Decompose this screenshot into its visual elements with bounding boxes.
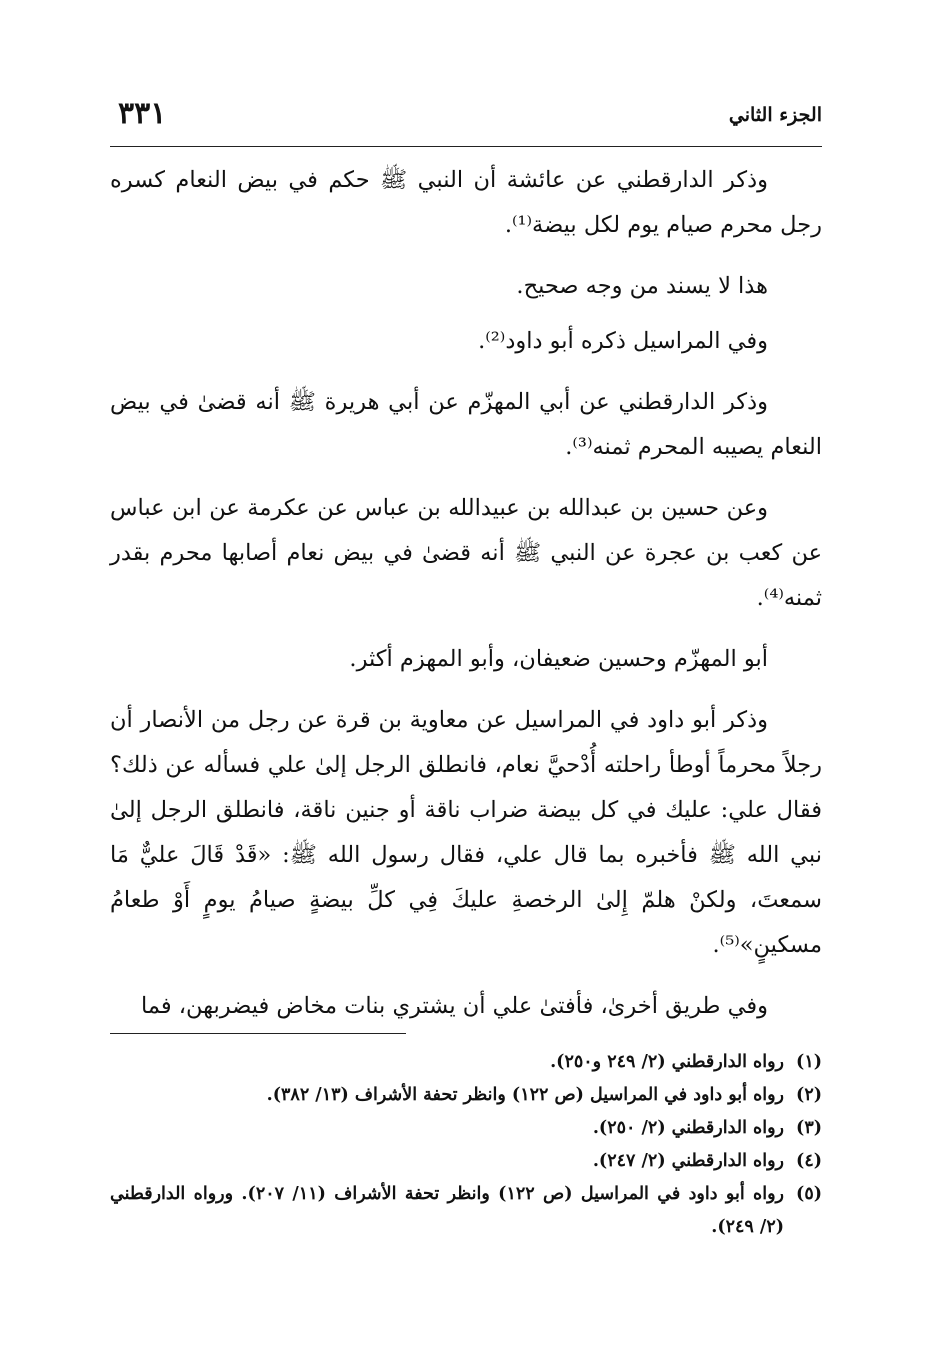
paragraph: وذكر الدارقطني عن أبي المهزّم عن أبي هريرة ﷺ أنه قضىٰ في بيض النعام يصيبه المحرم ثمنه⁽³⁾. xyxy=(110,389,822,460)
running-header xyxy=(110,96,822,136)
footnote-number: (١) xyxy=(796,1052,822,1072)
footnote xyxy=(110,1145,822,1178)
footnote-text: رواه الدارقطني (٢/ ٢٤٩ و٢٥٠). xyxy=(550,1052,784,1072)
header-rule xyxy=(110,146,822,147)
running-title: الجزء الثاني xyxy=(728,104,822,126)
footnotes xyxy=(110,1046,822,1244)
footnote xyxy=(110,1046,822,1079)
footnote-number: (٤) xyxy=(796,1151,822,1171)
footnote-number: (٢) xyxy=(796,1085,822,1105)
paragraph: وذكر أبو داود في المراسيل عن معاوية بن قرة عن رجل من الأنصار أن رجلاً محرماً أوطأ راحلته أُدْحيَّ نعام، فانطلق الرجل إلىٰ علي فسأله عن ذلك؟ فقال علي: عليك في كل بيضة ضراب ناقة أو جنين ناقة، فانطلق الرجل إلىٰ نبي الله ﷺ فأخبره بما قال علي، فقال رسول الله ﷺ: «قَدْ قَالَ عليٌّ مَا سمعتَ، ولكنْ هلمّ إِلىٰ الرخصةِ عليكَ فِي كلِّ بيضةٍ صيامُ يومٍ أَوْ طعامُ مسكينٍ»⁽⁵⁾. xyxy=(110,707,822,958)
book-page xyxy=(110,0,822,1360)
footnote-number: (٣) xyxy=(796,1118,822,1138)
footnote-rule xyxy=(110,1033,406,1034)
footnote-text: رواه الدارقطني (٢/ ٢٥٠). xyxy=(592,1118,784,1138)
footnote-text: رواه أبو داود في المراسيل (ص ١٢٢) وانظر تحفة الأشراف (١٣/ ٣٨٢). xyxy=(266,1085,784,1105)
footnote xyxy=(110,1178,822,1244)
paragraph: وعن حسين بن عبدالله بن عبيدالله بن عباس عن عكرمة عن ابن عباس عن كعب بن عجرة عن النبي ﷺ أنه قضىٰ في بيض نعام أصابها محرم بقدر ثمنه⁽⁴⁾. xyxy=(110,495,822,611)
paragraph: هذا لا يسند من وجه صحيح. xyxy=(516,273,768,299)
paragraph: وفي المراسيل ذكره أبو داود⁽²⁾. xyxy=(478,328,768,354)
footnote-number: (٥) xyxy=(796,1184,822,1204)
paragraph: وذكر الدارقطني عن عائشة أن النبي ﷺ حكم في بيض النعام كسره رجل محرم صيام يوم لكل بيضة⁽¹⁾. xyxy=(110,167,822,238)
paragraph: وفي طريق أخرىٰ، فأفتىٰ علي أن يشتري بنات مخاض فيضربهن، فما xyxy=(141,993,768,1019)
paragraph: أبو المهزّم وحسين ضعيفان، وأبو المهزم أكثر. xyxy=(349,646,768,672)
footnote-text: رواه أبو داود في المراسيل (ص ١٢٢) وانظر تحفة الأشراف (١١/ ٢٠٧). ورواه الدارقطني (٢/ ٢٤٩). xyxy=(110,1184,784,1237)
footnote xyxy=(110,1112,822,1145)
footnote-text: رواه الدارقطني (٢/ ٢٤٧). xyxy=(592,1151,784,1171)
page-number: ٣٣١ xyxy=(118,96,167,131)
footnote xyxy=(110,1079,822,1112)
main-text xyxy=(110,158,822,1045)
